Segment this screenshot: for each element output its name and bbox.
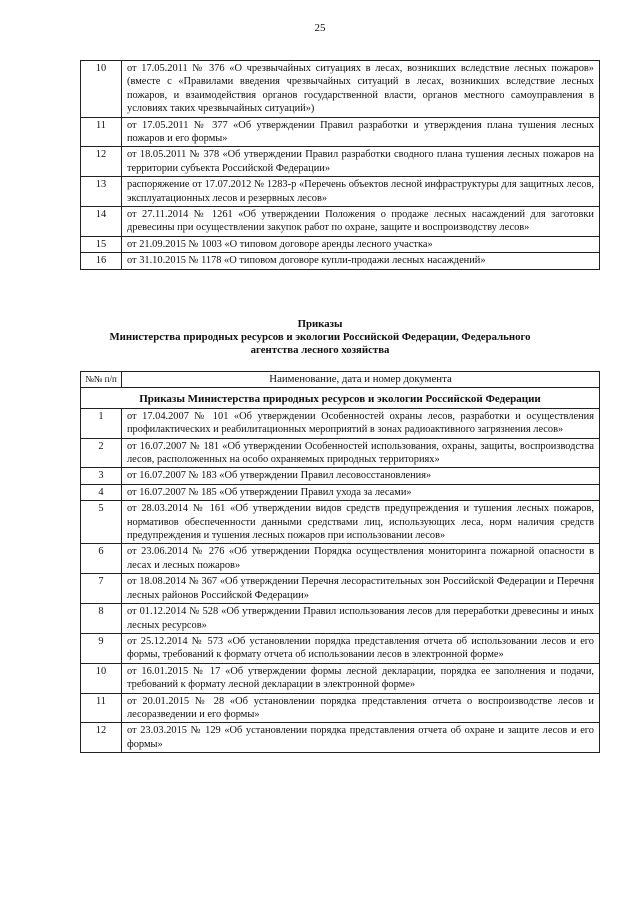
document-title: от 16.07.2007 № 185 «Об утверждении Правил ухода за лесами»	[122, 484, 600, 500]
row-number: 12	[81, 147, 122, 177]
row-number: 1	[81, 408, 122, 438]
table-row	[81, 484, 600, 500]
table-row	[81, 177, 600, 207]
document-title: от 31.10.2015 № 1178 «О типовом договоре купли-продажи лесных насаждений»	[122, 253, 600, 269]
table-row	[81, 574, 600, 604]
document-title: от 16.07.2007 № 183 «Об утверждении Правил лесовосстановления»	[122, 468, 600, 484]
table-row	[81, 693, 600, 723]
table-row	[81, 633, 600, 663]
row-number: 16	[81, 253, 122, 269]
table-row	[81, 117, 600, 147]
document-title: от 28.03.2014 № 161 «Об утверждении видов средств предупреждения и тушения лесных пожаров, нормативов обеспеченности данными средствами лиц, использующих леса, норм наличия средств предупреждения и тушения лесных пожаров при использовании лесов»	[122, 501, 600, 544]
ministry-orders-table	[80, 371, 600, 753]
row-number: 11	[81, 117, 122, 147]
table-row	[81, 501, 600, 544]
row-number: 6	[81, 544, 122, 574]
row-number: 4	[81, 484, 122, 500]
row-number: 5	[81, 501, 122, 544]
table-row	[81, 604, 600, 634]
document-title: от 17.05.2011 № 377 «Об утверждении Правил разработки и утверждения плана тушения лесных пожаров и его формы»	[122, 117, 600, 147]
table-header-row	[81, 372, 600, 388]
row-number: 2	[81, 438, 122, 468]
document-title: от 01.12.2014 № 528 «Об утверждении Правил использования лесов для переработки древесины и иных лесных ресурсов»	[122, 604, 600, 634]
document-title: от 16.01.2015 № 17 «Об утверждении формы лесной декларации, порядка ее заполнения и подачи, требований к формату лесной декларации в электронной форме»	[122, 663, 600, 693]
table-row	[81, 61, 600, 118]
table-row	[81, 438, 600, 468]
document-title: от 20.01.2015 № 28 «Об установлении порядка представления отчета о воспроизводстве лесов и лесоразведении и его формы»	[122, 693, 600, 723]
row-number: 14	[81, 207, 122, 237]
header-number-column: №№ п/п	[81, 372, 122, 388]
document-title: от 23.06.2014 № 276 «Об утверждении Порядка осуществления мониторинга пожарной опасности в лесах и лесных пожаров»	[122, 544, 600, 574]
document-title: от 25.12.2014 № 573 «Об установлении порядка представления отчета об использовании лесов и его формы, требований к формату отчета об использовании лесов в электронной форме»	[122, 633, 600, 663]
section-title: Приказы Министерства природных ресурсов и экологии Российской Федерации	[81, 388, 600, 408]
government-decrees-table	[80, 60, 600, 270]
document-title: от 17.04.2007 № 101 «Об утверждении Особенностей охраны лесов, разработки и осуществления профилактических и реабилитационных мероприятий в зонах радиоактивного загрязнения лесов»	[122, 408, 600, 438]
document-title: от 16.07.2007 № 181 «Об утверждении Особенностей использования, охраны, защиты, воспроизводства лесов, расположенных на особо охраняемых природных территориях»	[122, 438, 600, 468]
row-number: 10	[81, 663, 122, 693]
document-title: от 21.09.2015 № 1003 «О типовом договоре аренды лесного участка»	[122, 236, 600, 252]
row-number: 7	[81, 574, 122, 604]
table-row	[81, 544, 600, 574]
document-title: от 27.11.2014 № 1261 «Об утверждении Положения о продаже лесных насаждений для заготовки древесины при осуществлении закупок работ по охране, защите и воспроизводству лесов»	[122, 207, 600, 237]
row-number: 12	[81, 723, 122, 753]
table-row	[81, 207, 600, 237]
table-row	[81, 253, 600, 269]
section-heading-orders: Приказы	[297, 318, 343, 330]
table-row	[81, 663, 600, 693]
header-title-column: Наименование, дата и номер документа	[122, 372, 600, 388]
table-row	[81, 723, 600, 753]
section-row	[81, 388, 600, 408]
document-title: от 23.03.2015 № 129 «Об установлении порядка представления отчета об охране и защите лесов и его формы»	[122, 723, 600, 753]
document-title: от 17.05.2011 № 376 «О чрезвычайных ситуациях в лесах, возникших вследствие лесных пожаров» (вместе с «Правилами введения чрезвычайных ситуаций в лесах, возникших вследствие лесных пожаров, и взаимодействия органов государственной власти, органов местного самоуправления в условиях таких чрезвычайных ситуаций»)	[122, 61, 600, 118]
table-row	[81, 408, 600, 438]
row-number: 9	[81, 633, 122, 663]
table-row	[81, 147, 600, 177]
document-title: от 18.08.2014 № 367 «Об утверждении Перечня лесорастительных зон Российской Федерации и Перечня лесных районов Российской Федерации»	[122, 574, 600, 604]
section-heading-agency: агентства лесного хозяйства	[250, 344, 390, 356]
row-number: 8	[81, 604, 122, 634]
row-number: 15	[81, 236, 122, 252]
document-title: распоряжение от 17.07.2012 № 1283-р «Перечень объектов лесной инфраструктуры для защитных лесов, эксплуатационных лесов и резервных лесов»	[122, 177, 600, 207]
row-number: 3	[81, 468, 122, 484]
row-number: 10	[81, 61, 122, 118]
document-title: от 18.05.2011 № 378 «Об утверждении Правил разработки сводного плана тушения лесных пожаров на территории субъекта Российской Федерации»	[122, 147, 600, 177]
section-heading-ministry: Министерства природных ресурсов и экологии Российской Федерации, Федерального	[109, 331, 531, 343]
page-number: 25	[314, 22, 326, 34]
row-number: 13	[81, 177, 122, 207]
table-row	[81, 468, 600, 484]
table-row	[81, 236, 600, 252]
row-number: 11	[81, 693, 122, 723]
